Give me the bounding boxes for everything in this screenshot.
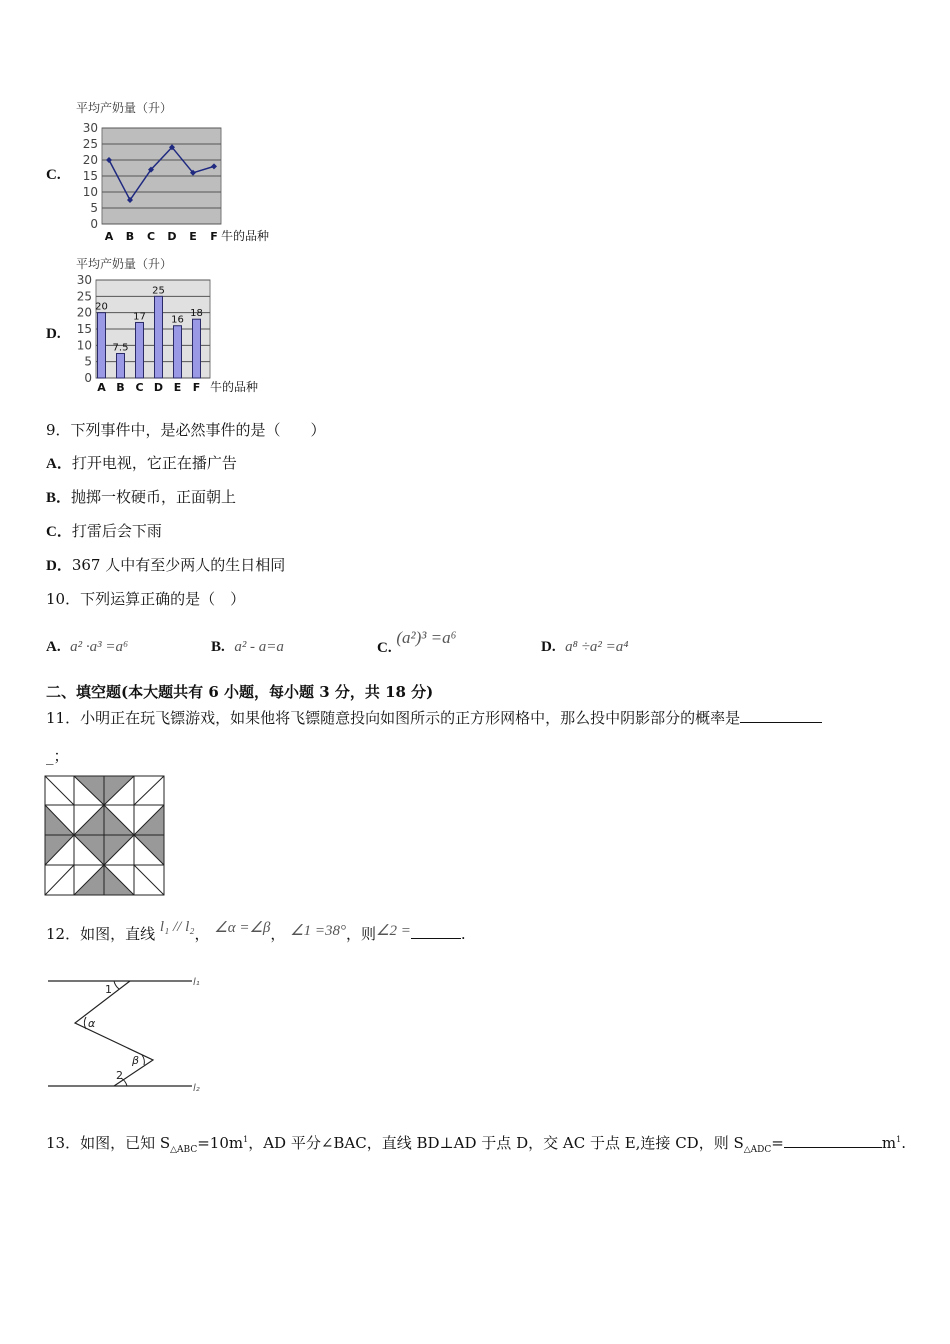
q12-prefix: 12．如图，直线 — [46, 925, 156, 943]
q13-text-a: 13．如图，已知 S — [46, 1134, 171, 1152]
label-l1: l₁ — [193, 977, 200, 988]
chart-c-xtick: E — [189, 230, 197, 243]
bar-chart — [70, 254, 290, 399]
chart-c-ytick: 10 — [82, 185, 98, 199]
q10-option-b — [211, 636, 284, 657]
q10-d-letter: D. — [541, 639, 556, 655]
q12-comma-2: ， — [270, 925, 286, 943]
q12-mid-text: ，则 — [346, 925, 377, 943]
chart-d-data-label: 7.5 — [112, 342, 129, 354]
q11-grid-figure — [44, 775, 166, 897]
q13-answer-blank[interactable] — [784, 1133, 882, 1148]
q10-a-expr: a² ·a³ =a⁶ — [70, 639, 129, 655]
q11-stem — [46, 708, 822, 728]
chart-c-ytick: 5 — [90, 201, 98, 215]
q10-option-c — [377, 628, 457, 656]
chart-d-data-label: 20 — [95, 301, 108, 313]
q9-d-letter: D． — [46, 558, 72, 574]
q9-option-b — [46, 487, 236, 508]
chart-d-ytick: 15 — [76, 322, 92, 336]
q13-text-c: ，AD 平分∠BAC，直线 BD⊥AD 于点 D，交 AC 于点 E,连接 CD，则 S — [248, 1134, 744, 1152]
chart-d-data-label: 16 — [171, 314, 184, 326]
q13-end: . — [901, 1134, 906, 1152]
q9-option-d — [46, 555, 285, 576]
q13-sub-adc: △ADC — [743, 1145, 772, 1155]
q9-stem: 9．下列事件中，是必然事件的是（ ） — [46, 421, 326, 439]
chart-d-ytick: 30 — [76, 273, 92, 287]
q11-stem-text: 11．小明正在玩飞镖游戏，如果他将飞镖随意投向如图所示的正方形网格中，那么投中阴影部分的概率是 — [46, 709, 741, 727]
q13-text-b: =10m — [197, 1134, 244, 1152]
q11-stem-tail: _； — [46, 747, 69, 765]
q13-stem — [46, 1130, 906, 1160]
q9-b-text: 抛掷一枚硬币，正面朝上 — [71, 488, 237, 506]
q9-option-c — [46, 521, 162, 542]
chart-d-xtick: E — [173, 381, 182, 394]
q10-stem: 10．下列运算正确的是（ ） — [46, 590, 246, 608]
chart-c-ytick: 15 — [82, 169, 98, 183]
chart-c-xlabel: 牛的品种 — [221, 229, 270, 243]
chart-d-data-label: 18 — [190, 308, 203, 320]
q13-sub-abc: △ABC — [170, 1145, 198, 1155]
chart-d-bar — [136, 322, 144, 378]
label-1: 1 — [105, 983, 112, 996]
chart-d-bar — [117, 354, 125, 379]
chart-d-xtick: C — [135, 381, 144, 394]
angle1-arc — [114, 981, 119, 989]
q12-angle-condition: ∠α =∠β — [214, 920, 271, 936]
chart-d-ytick: 5 — [84, 354, 92, 369]
section-2-heading: 二、填空题(本大题共有 6 小题，每小题 3 分，共 18 分) — [46, 683, 434, 701]
chart-c-xtick: F — [210, 230, 218, 243]
chart-d-bar — [155, 296, 163, 378]
chart-d-data-label: 17 — [133, 311, 146, 323]
chart-d-xtick: A — [97, 381, 106, 394]
chart-c-ytick: 0 — [90, 217, 98, 231]
label-beta: β — [132, 1054, 140, 1067]
q12-stem — [46, 919, 466, 945]
chart-c-ytick: 25 — [82, 137, 98, 151]
q9-a-letter: A． — [46, 456, 72, 472]
q12-parallel-lines-figure — [44, 965, 214, 1097]
option-d-letter: D. — [46, 326, 61, 342]
chart-d-xtick: B — [116, 381, 125, 394]
q9-c-letter: C． — [46, 524, 72, 540]
q10-d-expr: a⁸ ÷a² =a⁴ — [565, 639, 629, 655]
label-alpha: α — [88, 1017, 96, 1030]
label-l2: l₂ — [193, 1083, 200, 1094]
chart-c-xtick: D — [167, 230, 177, 243]
chart-d-data-label: 25 — [152, 285, 165, 297]
q9-option-a — [46, 453, 237, 474]
beta-arc — [142, 1055, 144, 1065]
q10-b-letter: B. — [211, 639, 225, 655]
q13-sup-1: 1 — [243, 1135, 249, 1144]
chart-d-ytick: 10 — [76, 338, 92, 353]
chart-d-bar — [174, 326, 182, 378]
q9-d-text: 367 人中有至少两人的生日相同 — [71, 556, 286, 574]
zigzag-path — [75, 981, 153, 1086]
q10-option-d — [541, 636, 628, 657]
chart-d-ytick: 25 — [76, 289, 92, 304]
chart-d-ytick: 20 — [76, 305, 92, 320]
q12-comma-1: ， — [194, 925, 210, 943]
q9-a-text: 打开电视，它正在播广告 — [71, 454, 237, 472]
label-2: 2 — [116, 1069, 123, 1082]
q10-c-letter: C. — [377, 640, 392, 656]
chart-c-xtick: B — [125, 230, 135, 243]
q10-b-expr: a² - a=a — [234, 639, 284, 655]
q10-c-expr: (a²)³ =a⁶ — [396, 628, 457, 647]
line-chart — [70, 98, 290, 248]
q10-a-letter: A. — [46, 639, 61, 655]
chart-c-ylabel: 平均产奶量（升） — [76, 101, 173, 115]
chart-c-xtick: A — [104, 230, 114, 243]
chart-c-xtick: C — [146, 230, 156, 243]
option-c-letter: C. — [46, 167, 61, 183]
chart-d-ylabel: 平均产奶量（升） — [76, 257, 173, 271]
q12-parallel-condition: l₁ // l₂ — [159, 919, 195, 935]
q13-sup-2: 1 — [896, 1135, 902, 1144]
chart-d-xtick: D — [153, 381, 164, 394]
q12-answer-blank[interactable] — [411, 924, 461, 939]
q9-c-text: 打雷后会下雨 — [71, 522, 162, 540]
q11-answer-blank[interactable] — [740, 708, 822, 723]
alpha-arc — [84, 1017, 86, 1029]
q12-angle2-ask: ∠2 = — [376, 923, 411, 939]
chart-d-xlabel: 牛的品种 — [210, 380, 259, 394]
q9-b-letter: B． — [46, 490, 72, 506]
q10-option-a — [46, 636, 128, 657]
chart-d-bar — [193, 319, 201, 378]
q12-angle1-value: ∠1 =38° — [290, 923, 347, 939]
chart-c-ytick: 30 — [82, 121, 98, 135]
q11-grid-lines — [45, 776, 164, 895]
chart-d-ytick: 0 — [84, 371, 92, 385]
chart-d-bar — [98, 313, 106, 378]
chart-d-xtick: F — [192, 381, 201, 394]
q13-text-d: = — [771, 1134, 784, 1152]
chart-c-ytick: 20 — [82, 153, 98, 167]
q12-end: . — [460, 925, 466, 943]
q13-unit: m — [881, 1134, 897, 1152]
